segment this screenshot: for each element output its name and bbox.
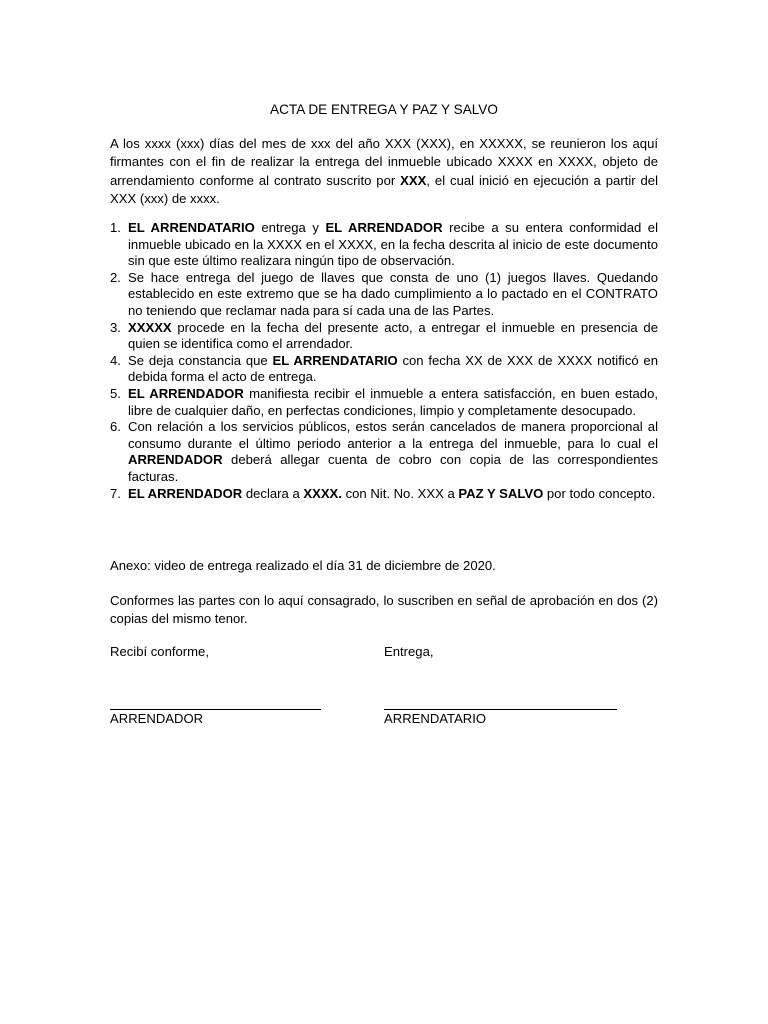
clause-text: [128, 220, 658, 268]
clauses-list: [110, 220, 658, 502]
text-run: procede en la fecha del presente acto, a entregar el inmueble en presencia de quien se identifica como el arrendador.: [128, 319, 658, 352]
clause-item: [110, 486, 658, 503]
text-run: Con relación a los servicios públicos, estos serán cancelados de manera proporcional al consumo durante el último periodo anterior a la entrega del inmueble, para lo cual el: [128, 419, 658, 451]
clause-text: [128, 320, 658, 352]
right-signature-caption: Entrega,: [384, 644, 434, 659]
clause-text: [128, 419, 658, 484]
clause-item: [110, 419, 658, 485]
clause-item: [110, 320, 658, 353]
clause-item: [110, 220, 658, 270]
clause-number: 1.: [110, 220, 121, 235]
text-run: A los xxxx (xxx) días del mes de xxx del año XXX (XXX), en XXXXX, se reunieron los aquí firmantes con el fin de realizar la entrega del inmueble ubicado XXXX en XXXX, objeto de arrendamiento conforme al contrato suscrito por: [110, 136, 658, 188]
clause-text: [128, 486, 655, 501]
clause-number: 7.: [110, 485, 121, 501]
clause-item: [110, 386, 658, 419]
clause-item: [110, 353, 658, 386]
clause-number: 5.: [110, 385, 121, 401]
clause-number: 2.: [110, 269, 121, 285]
bold-text-run: EL ARRENDADOR: [128, 485, 243, 501]
bold-text-run: EL ARRENDATARIO: [272, 352, 398, 368]
bold-text-run: PAZ Y SALVO: [458, 485, 544, 501]
text-run: por todo concepto.: [543, 485, 656, 501]
text-run: deberá allegar cuenta de cobro con copia de las correspondientes facturas.: [128, 452, 658, 484]
bold-text-run: EL ARRENDATARIO: [128, 220, 255, 235]
bold-text-run: XXXXX: [128, 319, 172, 335]
clause-text: [128, 270, 658, 318]
text-run: entrega y: [254, 220, 326, 235]
closing-paragraph: Conformes las partes con lo aquí consagrado, lo suscriben en señal de aprobación en dos (2) copias del mismo tenor.: [110, 593, 658, 627]
text-run: , el cual inició en ejecución a partir del XXX (xxx) de xxxx.: [110, 172, 658, 206]
annex-paragraph: Anexo: video de entrega realizado el día 31 de diciembre de 2020.: [110, 558, 496, 573]
text-run: Se hace entrega del juego de llaves que consta de uno (1) juegos llaves. Quedando establecido en este extremo que se ha dado cumplimiento a lo pactado en el CONTRATO no teniendo que reclamar nada para sí cada una de las Partes.: [128, 269, 658, 318]
text-run: Se deja constancia que: [128, 352, 273, 368]
text-run: manifiesta recibir el inmueble a entera satisfacción, en buen estado, libre de cualquier daño, en perfectas condiciones, limpio y completamente desocupado.: [128, 385, 658, 418]
text-run: con Nit. No. XXX a: [341, 485, 459, 501]
clause-number: 4.: [110, 352, 121, 368]
bold-text-run: XXXX.: [303, 485, 342, 501]
bold-text-run: EL ARRENDADOR: [325, 220, 443, 235]
text-run: con fecha XX de XXX de XXXX notificó en debida forma el acto de entrega.: [128, 352, 658, 385]
clause-text: [128, 353, 658, 385]
clause-number: 6.: [110, 419, 121, 435]
text-run: declara a: [242, 485, 304, 501]
text-run: recibe a su entera conformidad el inmueble ubicado en la XXXX en el XXXX, en la fecha descrita al inicio de este documento sin que este último realizara ningún tipo de observación.: [128, 220, 658, 269]
left-signature-name: ARRENDADOR: [110, 711, 204, 726]
clause-text: [128, 386, 658, 418]
intro-paragraph: [110, 135, 658, 208]
bold-text-run: XXX: [400, 172, 427, 188]
bold-text-run: ARRENDADOR: [128, 452, 223, 468]
clause-number: 3.: [110, 319, 121, 335]
document-title: ACTA DE ENTREGA Y PAZ Y SALVO: [270, 102, 498, 117]
left-signature-caption: Recibí conforme,: [110, 644, 209, 659]
clause-item: [110, 270, 658, 320]
bold-text-run: EL ARRENDADOR: [128, 385, 244, 401]
right-signature-name: ARRENDATARIO: [384, 711, 487, 726]
